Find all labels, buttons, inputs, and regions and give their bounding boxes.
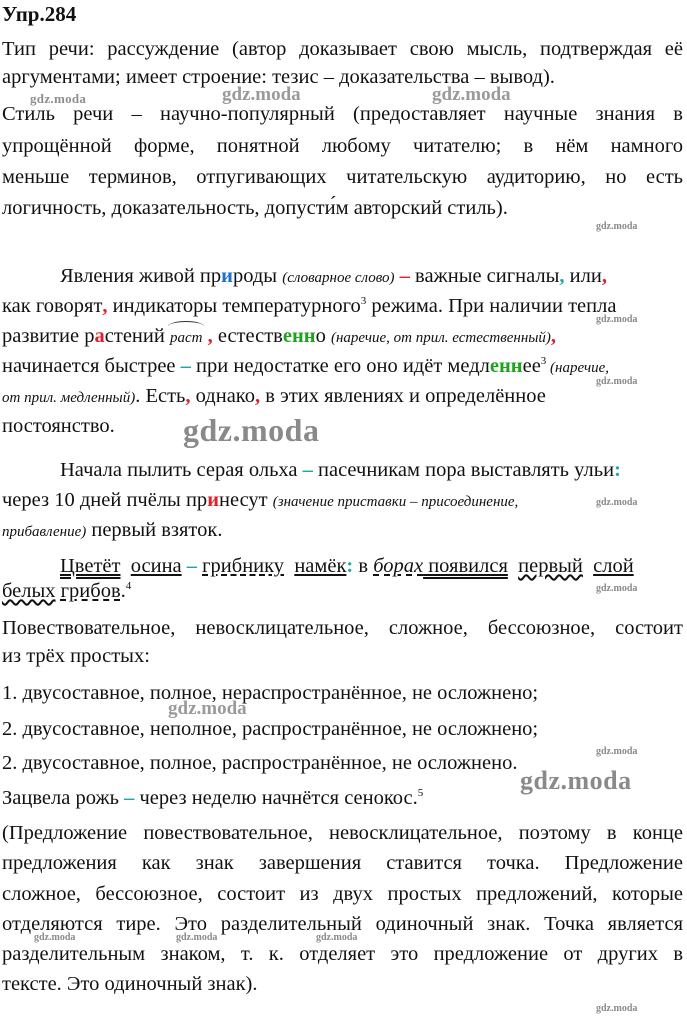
text-part: Начала пылить серая ольха bbox=[60, 459, 298, 481]
analysis-line-3: 1. двусоставное, полное, нераспространённое, не осложнено; bbox=[2, 682, 539, 704]
text-line-6: постоянство. bbox=[2, 415, 115, 437]
letter-highlight: а bbox=[94, 325, 105, 347]
type-line-1: Тип речи: рассуждение (автор доказывает свою мысль, подтверждая её bbox=[2, 38, 683, 60]
analysis-line-4: 2. двусоставное, неполное, распространённое, не осложнено; bbox=[2, 718, 539, 740]
text-line-1 bbox=[60, 263, 683, 291]
style-line-4: логичность, доказательность, допусти́м авторский стиль). bbox=[2, 197, 508, 219]
letter-highlight: и bbox=[221, 265, 233, 287]
explain-line-2: предложения как знак завершения ставится точка. Предложение bbox=[2, 852, 683, 874]
style-line-3: меньше терминов, отпугивающих читательскую аудиторию, но есть bbox=[2, 166, 683, 188]
watermark: gdz.moda bbox=[596, 314, 638, 325]
text-part: через неделю начнётся сенокос. bbox=[139, 787, 418, 809]
exercise-title: Упр.284 bbox=[2, 2, 77, 26]
style-line-1: Стиль речи – научно-популярный (предоставляет научные знания в bbox=[2, 103, 683, 125]
watermark: gdz.moda bbox=[183, 412, 320, 448]
footnote: 4 bbox=[125, 580, 132, 593]
text-part: однако bbox=[190, 385, 255, 407]
dash-mark: – bbox=[394, 265, 416, 287]
note: прибавление) bbox=[2, 524, 87, 540]
footnote: 5 bbox=[417, 787, 424, 800]
watermark: gdz.moda bbox=[34, 932, 76, 943]
text-part: о bbox=[315, 325, 331, 347]
subject: слой bbox=[593, 555, 634, 577]
watermark: gdz.moda bbox=[596, 376, 638, 387]
note: (наречие, bbox=[546, 360, 610, 376]
type-line-2: аргументами; имеет строение: тезис – доказательства – вывод). bbox=[2, 66, 555, 88]
explain-line-1: (Предложение повествовательное, невосклицательное, поэтому в конце bbox=[2, 822, 683, 844]
text-part: через 10 дней пчёлы пр bbox=[2, 489, 208, 511]
comma-mark: , bbox=[550, 325, 557, 347]
note: (значение приставки – присоединение, bbox=[272, 494, 519, 510]
text-line-11 bbox=[2, 578, 683, 604]
text-part: . Есть bbox=[135, 385, 186, 407]
watermark: gdz.moda bbox=[168, 698, 247, 719]
analysis-line-5: 2. двусоставное, полное, распространённое, не осложнено. bbox=[2, 752, 518, 774]
text-part: при недостатке его оно идёт медл bbox=[196, 355, 490, 377]
comma-mark: , bbox=[254, 385, 261, 407]
attribute: первый bbox=[518, 555, 583, 577]
explain-line-6: тексте. Это одиночный знак). bbox=[2, 973, 258, 995]
subject: намёк bbox=[294, 555, 347, 577]
letter-highlight: енн bbox=[282, 325, 316, 347]
style-line-2: упрощённой форме, понятной любому читателю; в нём намного bbox=[2, 135, 683, 157]
comma-mark: , bbox=[559, 265, 565, 287]
footnote: 3 bbox=[540, 355, 547, 368]
text-part: развитие р bbox=[2, 325, 95, 347]
watermark: gdz.moda bbox=[596, 497, 638, 508]
footnote: 3 bbox=[360, 295, 367, 308]
colon-mark: : bbox=[614, 459, 621, 481]
dash-mark: – bbox=[181, 555, 203, 577]
text-line-3 bbox=[2, 323, 683, 351]
predicate: Цветёт bbox=[60, 555, 121, 577]
text-part: в этих явлениях и определённое bbox=[260, 385, 546, 407]
explain-line-5: разделительным знаком, т. к. отделяет это предложение от других в bbox=[2, 943, 683, 965]
text-part: стений bbox=[104, 325, 170, 347]
dash-mark: – bbox=[297, 459, 318, 481]
explain-line-3: сложное, бессоюзное, состоит из двух простых предложений, которые bbox=[2, 883, 683, 905]
text-part: как говорят bbox=[2, 295, 103, 317]
dash-mark: – bbox=[118, 787, 140, 809]
watermark: gdz.moda bbox=[176, 932, 218, 943]
note: ный) bbox=[520, 330, 551, 346]
text-part: естеств bbox=[217, 325, 283, 347]
note: ный) bbox=[105, 390, 136, 406]
colon-mark: : bbox=[346, 555, 354, 577]
explain-line-4: отделяются тире. Это разделительный одиночный знак. Точка является bbox=[2, 913, 683, 935]
text-line-8 bbox=[2, 487, 683, 515]
subject: осина bbox=[130, 555, 182, 577]
attribute: белых bbox=[2, 580, 56, 602]
text-part: или bbox=[564, 265, 602, 287]
text-part: . bbox=[120, 580, 126, 602]
watermark: gdz.moda bbox=[596, 746, 638, 757]
text-part: пасечникам пора выставлять ульи bbox=[318, 459, 615, 481]
object: грибов bbox=[60, 580, 121, 602]
watermark: gdz.moda bbox=[596, 583, 638, 594]
text-part: режима. При наличии тепла bbox=[366, 295, 617, 317]
watermark: gdz.moda bbox=[30, 91, 87, 106]
comma-mark: , bbox=[601, 265, 607, 287]
comma-mark: , bbox=[102, 295, 108, 317]
comma-mark: , bbox=[202, 325, 218, 347]
text-line-5 bbox=[2, 383, 683, 411]
text-line-10 bbox=[60, 553, 683, 579]
text-line-7 bbox=[60, 457, 683, 483]
text-part: несут bbox=[219, 489, 273, 511]
text-part: индикаторы температурного bbox=[107, 295, 361, 317]
analysis-line-2: из трёх простых: bbox=[2, 645, 150, 667]
text-part: первый взяток. bbox=[86, 519, 223, 541]
letter-highlight: енн bbox=[489, 355, 523, 377]
object: грибнику bbox=[202, 555, 285, 577]
watermark: gdz.moda bbox=[222, 84, 301, 105]
watermark: gdz.moda bbox=[596, 221, 638, 232]
watermark: gdz.moda bbox=[316, 932, 358, 943]
watermark: gdz.moda bbox=[432, 84, 511, 105]
letter-highlight: и bbox=[207, 489, 219, 511]
watermark: gdz.moda bbox=[520, 766, 632, 795]
comma-mark: , bbox=[185, 385, 191, 407]
predicate: появился bbox=[423, 555, 508, 577]
text-part: начинается быстрее bbox=[2, 355, 176, 377]
root-mark: раст bbox=[170, 325, 203, 351]
text-part: ее bbox=[522, 355, 541, 377]
analysis-line-1: Повествовательное, невосклицательное, сложное, бессоюзное, состоит bbox=[2, 617, 683, 639]
text-line-2 bbox=[2, 293, 683, 319]
text-part: роды bbox=[232, 265, 283, 287]
text-line-4 bbox=[2, 353, 683, 381]
text-part: важные сигналы bbox=[415, 265, 560, 287]
text-part: Зацвела рожь bbox=[2, 787, 119, 809]
adverbial: борах bbox=[373, 555, 424, 577]
dash-mark: – bbox=[175, 355, 197, 377]
note: от прил. медлен bbox=[2, 390, 106, 406]
text-line-9 bbox=[2, 517, 683, 545]
note: (словарное слово) bbox=[282, 270, 395, 286]
watermark: gdz.moda bbox=[596, 1003, 638, 1014]
text-part: Явления живой пр bbox=[60, 265, 222, 287]
note: (наречие, от прил. естествен bbox=[330, 330, 521, 346]
text-part: в bbox=[353, 555, 374, 577]
